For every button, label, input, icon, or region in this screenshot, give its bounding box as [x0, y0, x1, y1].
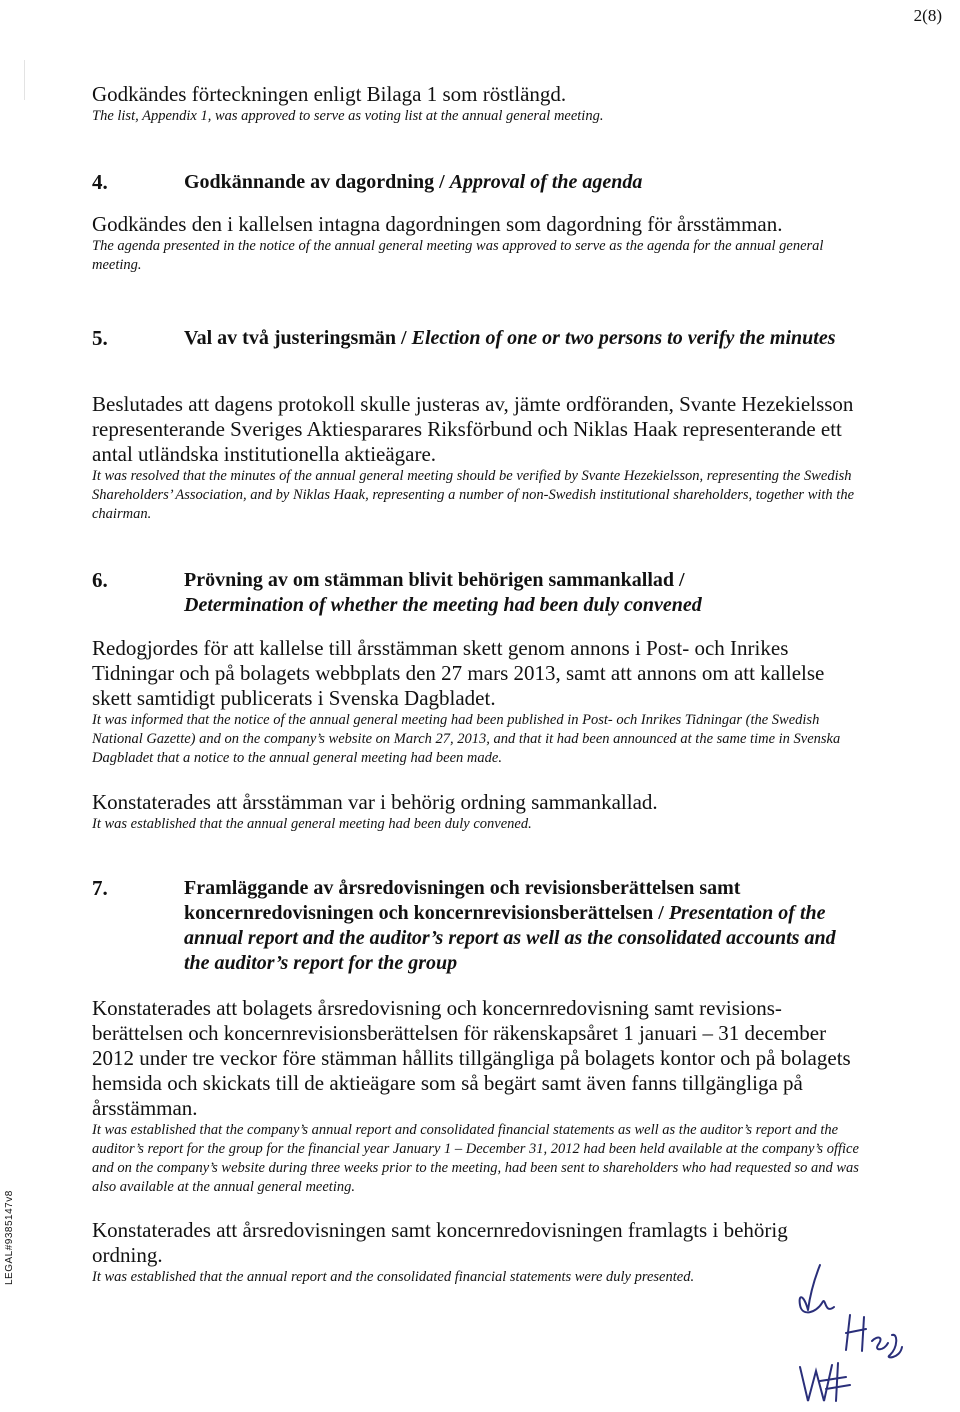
section-title: [184, 876, 864, 976]
paragraph-swedish: Konstaterades att årsredovisningen samt koncernredovisningen framlagts i behörig ordning.: [92, 1218, 788, 1267]
paragraph-english: It was established that the annual general meeting had been duly convened.: [92, 816, 532, 832]
section-title: [184, 326, 864, 351]
paragraph-english: The agenda presented in the notice of the annual general meeting was approved to serve as the agenda for the annual general meeting.: [92, 238, 824, 273]
section-title-english: Determination of whether the meeting had been duly convened: [184, 594, 702, 616]
section-number: 5.: [92, 326, 108, 350]
section-number: 6.: [92, 568, 108, 592]
page-number: 2(8): [913, 6, 942, 25]
document-reference-text: LEGAL#9385147v8: [4, 1190, 15, 1285]
section-title: [184, 170, 864, 195]
intro-swedish: Godkändes förteckningen enligt Bilaga 1 som röstlängd.: [92, 82, 567, 106]
section-7-paragraph-1: [92, 996, 862, 1197]
section-title-english: Approval of the agenda: [449, 171, 643, 193]
signature-initials-1: [800, 1265, 834, 1312]
section-6-paragraph-2: [92, 790, 862, 834]
paragraph-swedish: Beslutades att dagens protokoll skulle justeras av, jämte ordföranden, Svante Hezekielsson representerande Sveriges Aktiesparares Riksförbund och Niklas Haak representerande ett antal utländska institutionella aktieägare.: [92, 392, 854, 466]
section-6-paragraph-1: [92, 636, 862, 768]
section-title-english: Presentation of the annual report and the auditor’s report as well as the consolidated accounts and the auditor’s report for the group: [184, 902, 836, 974]
section-5-paragraph: [92, 392, 862, 524]
section-title-swedish: Godkännande av dagordning /: [184, 171, 445, 193]
section-title-swedish: Prövning av om stämman blivit behörigen sammankallad /: [184, 569, 685, 591]
section-title-english: Election of one or two persons to verify the minutes: [411, 327, 836, 349]
section-title: [184, 568, 864, 618]
section-number: 7.: [92, 876, 108, 900]
section-title-swedish: Val av två justeringsmän /: [184, 327, 407, 349]
handwritten-initials: [780, 1255, 930, 1405]
section-4-paragraph: [92, 212, 862, 275]
signature-initials-2: [846, 1315, 902, 1357]
section-7-paragraph-2: [92, 1218, 792, 1287]
intro-block: [92, 82, 862, 126]
section-number: 4.: [92, 170, 108, 194]
paragraph-english: It was established that the company’s annual report and consolidated financial statements as well as the auditor’s report and the auditor’s report for the group for the financial year January 1 – December 31, 2012 had been held available at the company’s office and on the company’s website during three weeks prior to the meeting, had been sent to shareholders who had requested so and was also available at the annual general meeting.: [92, 1122, 859, 1195]
signature-initials-3: [800, 1363, 850, 1401]
paragraph-swedish: Redogjordes för att kallelse till årsstämman skett genom annons i Post- och Inrikes Tidningar och på bolagets webbplats den 27 mars 2013, samt att annons om att kallelse skett samtidigt publicerats i Svenska Dagbladet.: [92, 636, 825, 710]
paragraph-english: It was informed that the notice of the annual general meeting had been published in Post- och Inrikes Tidningar (the Swedish National Gazette) and on the company’s website on March 27, 2013, and that it had been announced at the same time in Svenska Dagbladet that a notice to the annual general meeting had been made.: [92, 712, 841, 766]
document-reference: [4, 1155, 18, 1285]
paragraph-swedish: Konstaterades att årsstämman var i behörig ordning sammankallad.: [92, 790, 658, 814]
paragraph-swedish: Godkändes den i kallelsen intagna dagordningen som dagordning för årsstämman.: [92, 212, 783, 236]
paragraph-english: It was resolved that the minutes of the annual general meeting should be verified by Svante Hezekielsson, representing the Swedish Shareholders’ Association, and by Niklas Haak, representing a number of non-Swedish institutional shareholders, together with the chairman.: [92, 468, 855, 522]
paragraph-swedish: Konstaterades att bolagets årsredovisning och koncernredovisning samt revisions-berättelsen och koncernrevisionsberättelsen för räkenskapsåret 1 januari – 31 december 2012 under tre veckor före stämman hållits tillgängliga på bolagets kontor och på bolagets hemsida och skickats till de aktieägare som så begärt samt även fanns tillgängliga på årsstämman.: [92, 996, 851, 1120]
paragraph-english: It was established that the annual report and the consolidated financial statements were duly presented.: [92, 1269, 695, 1285]
scan-mark: [24, 60, 25, 100]
intro-english: The list, Appendix 1, was approved to serve as voting list at the annual general meeting.: [92, 108, 604, 124]
section-title-swedish: Framläggande av årsredovisningen och revisionsberättelsen samt koncernredovisningen och koncernrevisionsberättelsen /: [184, 877, 741, 924]
